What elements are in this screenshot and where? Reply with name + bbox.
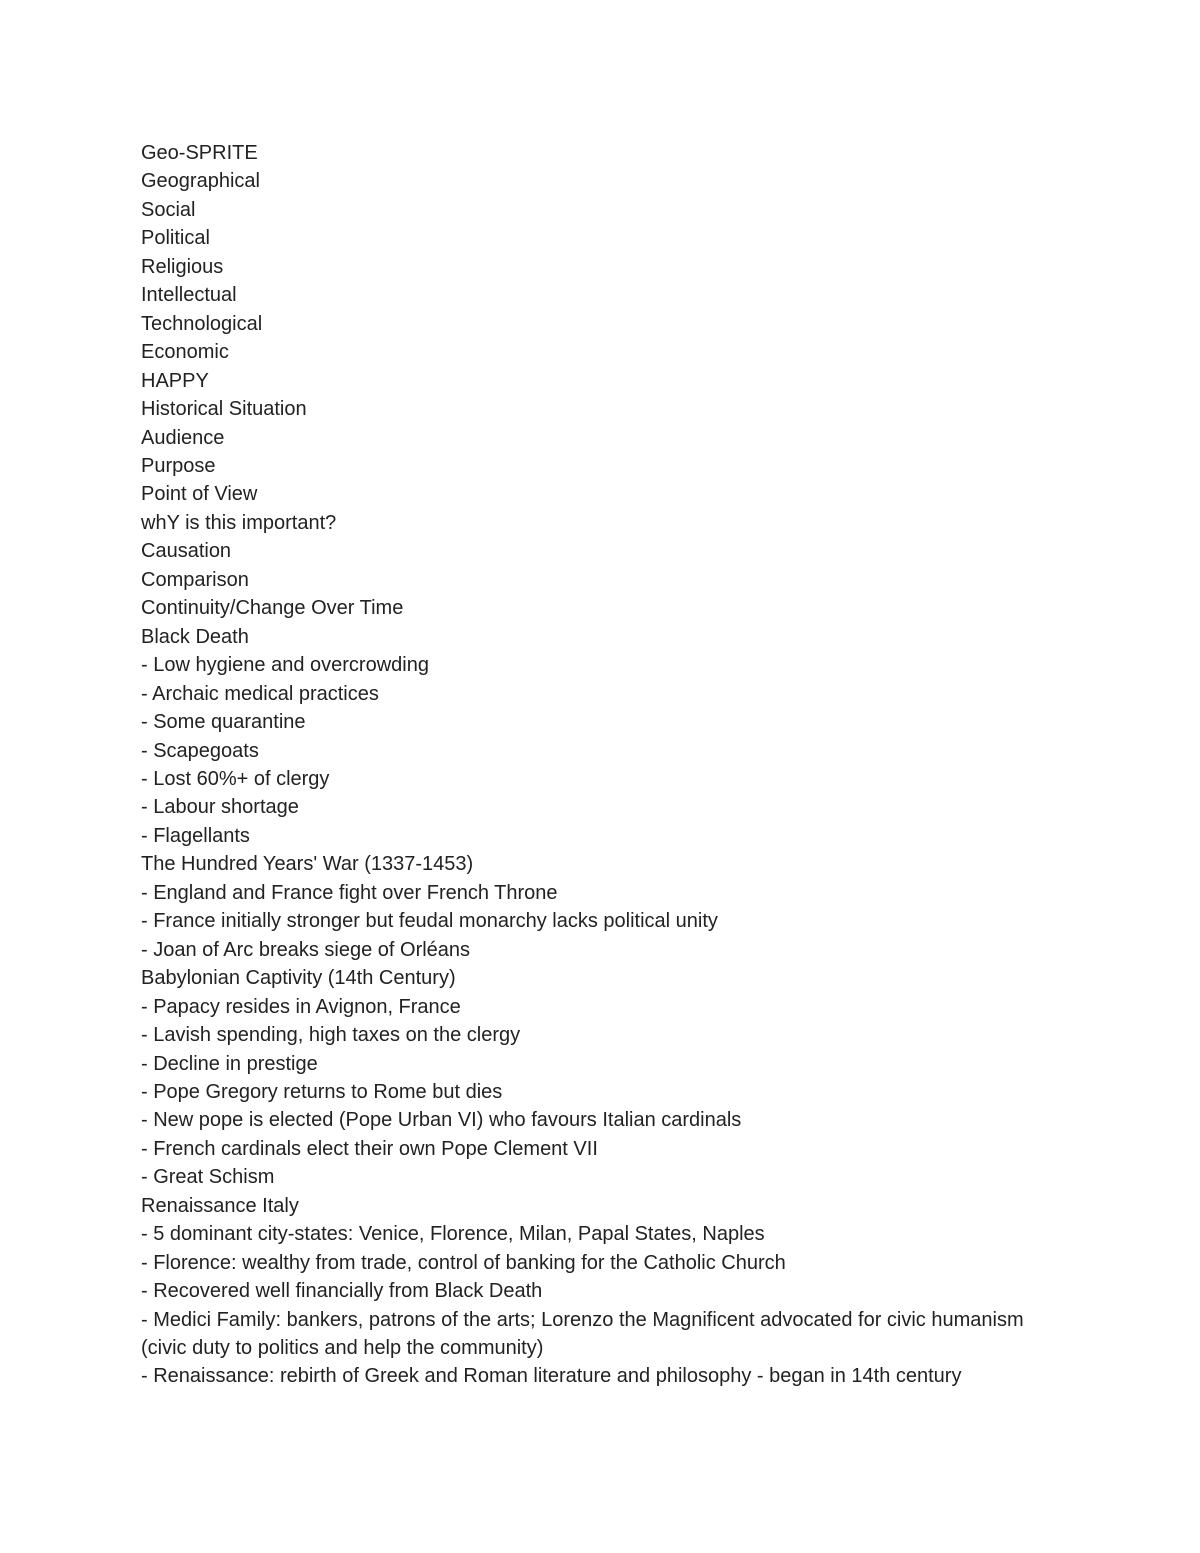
text-line: - Lost 60%+ of clergy [141, 767, 330, 790]
text-line: - Archaic medical practices [141, 682, 379, 705]
text-line: - 5 dominant city-states: Venice, Florence, Milan, Papal States, Naples [141, 1223, 765, 1246]
text-line: - Scapegoats [141, 739, 259, 762]
text-line: - New pope is elected (Pope Urban VI) who favours Italian cardinals [141, 1109, 742, 1132]
text-line: Geographical [141, 170, 260, 193]
text-line: Intellectual [141, 284, 237, 307]
document-body [141, 139, 1061, 1391]
text-line: Black Death [141, 625, 249, 648]
text-line: - England and France fight over French Throne [141, 881, 558, 904]
text-line: - Great Schism [141, 1166, 275, 1189]
text-line: Historical Situation [141, 398, 307, 421]
text-line: - Papacy resides in Avignon, France [141, 995, 461, 1018]
text-line: Causation [141, 540, 232, 563]
text-line: Audience [141, 426, 225, 449]
text-line: Point of View [141, 483, 258, 506]
text-line: whY is this important? [141, 511, 337, 534]
text-line: - Lavish spending, high taxes on the clergy [141, 1024, 521, 1047]
text-line: Renaissance Italy [141, 1194, 299, 1217]
text-line: Political [141, 227, 210, 250]
text-line: - Some quarantine [141, 711, 306, 734]
text-line: Technological [141, 312, 263, 335]
text-line: Economic [141, 341, 229, 364]
text-line: Religious [141, 255, 224, 278]
text-line: Geo-SPRITE [141, 142, 258, 164]
text-line: - Recovered well financially from Black Death [141, 1280, 543, 1303]
text-line: HAPPY [141, 369, 209, 392]
text-line: The Hundred Years' War (1337-1453) [141, 853, 474, 876]
text-line: - Pope Gregory returns to Rome but dies [141, 1080, 503, 1103]
text-line: - Renaissance: rebirth of Greek and Roman literature and philosophy - began in 14th century [141, 1365, 962, 1388]
text-line: Continuity/Change Over Time [141, 597, 404, 620]
text-line: - Low hygiene and overcrowding [141, 654, 429, 677]
text-line: - Decline in prestige [141, 1052, 318, 1075]
text-line: - Joan of Arc breaks siege of Orléans [141, 938, 471, 961]
text-line: - Medici Family: bankers, patrons of the arts; Lorenzo the Magnificent advocated for civic humanism (civic duty to politics and help the community) [141, 1308, 1024, 1360]
text-line: Purpose [141, 454, 216, 477]
text-line: - Labour shortage [141, 796, 299, 819]
text-line: Comparison [141, 568, 249, 591]
text-line: - Flagellants [141, 824, 250, 847]
text-line: Social [141, 198, 196, 221]
text-line: - French cardinals elect their own Pope Clement VII [141, 1137, 598, 1160]
text-line: - France initially stronger but feudal monarchy lacks political unity [141, 910, 718, 933]
text-line: Babylonian Captivity (14th Century) [141, 967, 456, 990]
text-line: - Florence: wealthy from trade, control of banking for the Catholic Church [141, 1251, 786, 1274]
